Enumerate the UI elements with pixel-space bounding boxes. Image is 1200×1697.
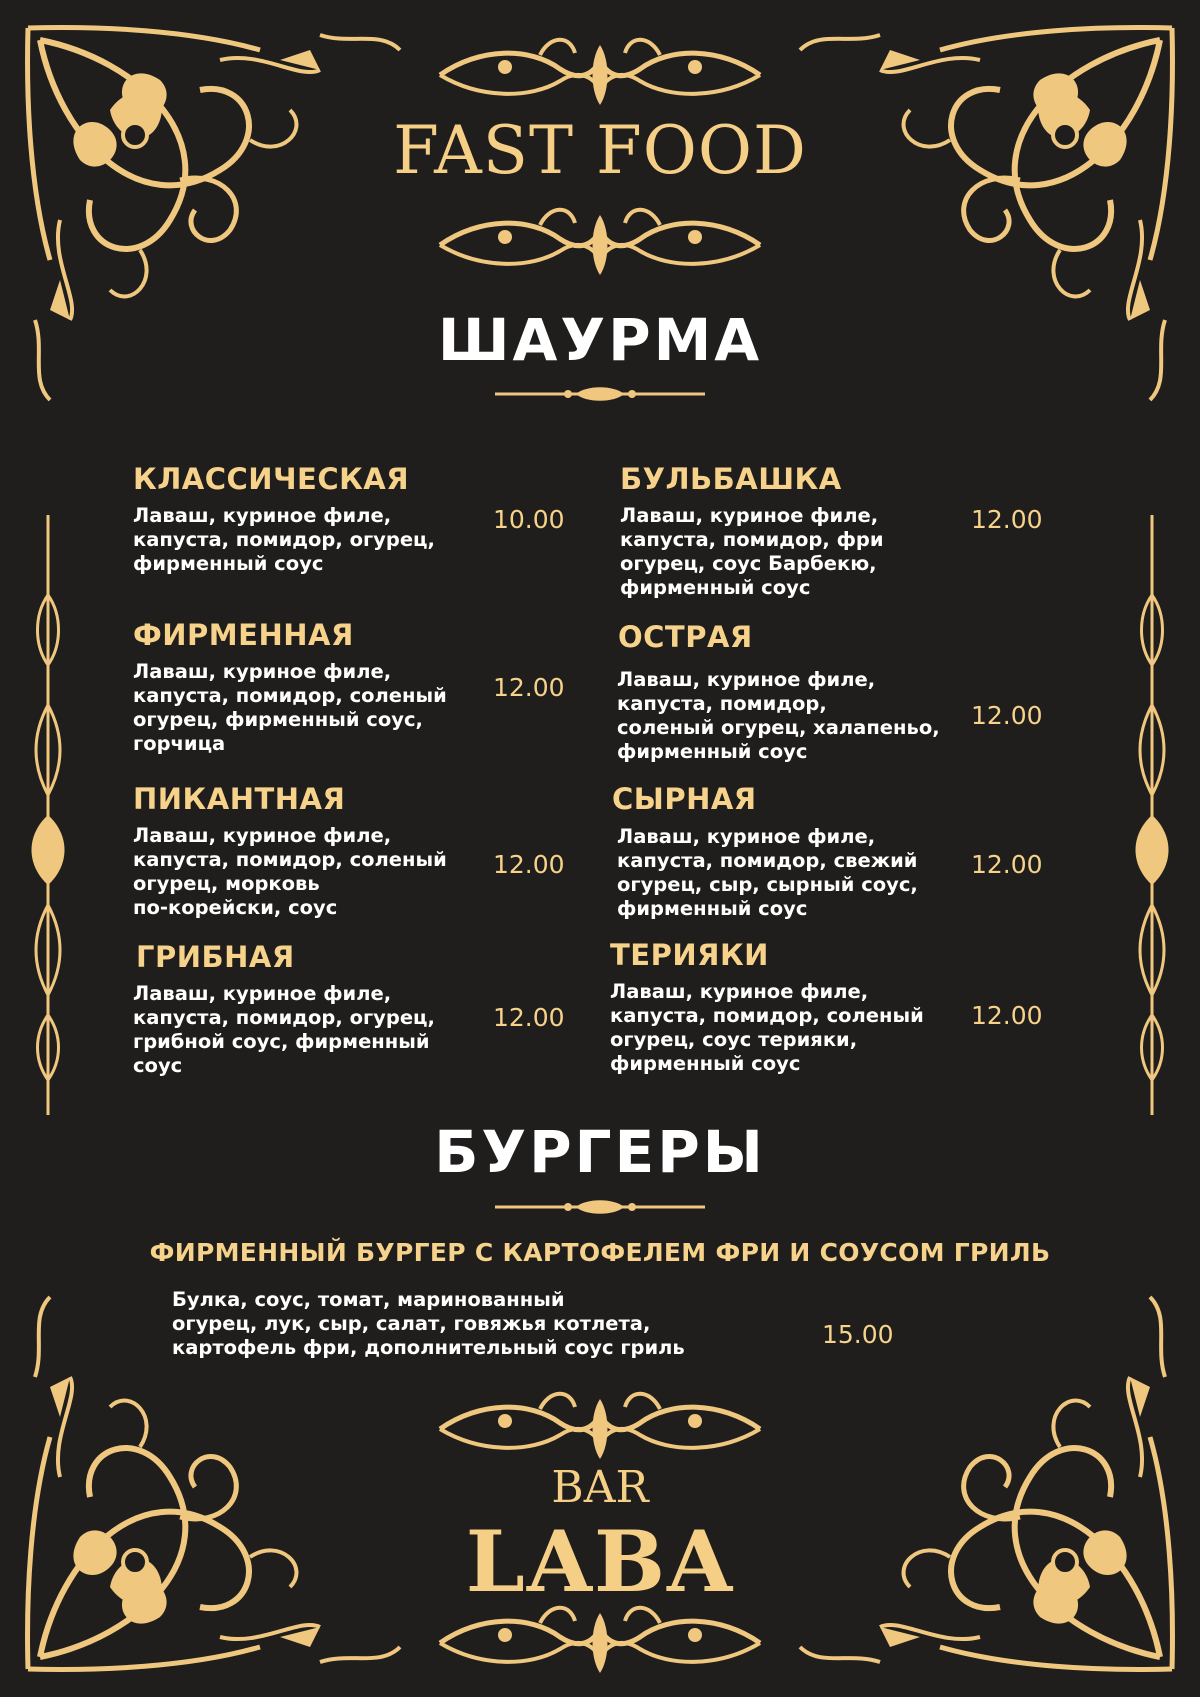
- item-desc-bulbashka: Лаваш, куриное филе, капуста, помидор, фри огурец, соус Барбекю, фирменный соус: [620, 504, 884, 599]
- item-name-classic: КЛАССИЧЕСКАЯ: [133, 462, 410, 496]
- item-name-burger: ФИРМЕННЫЙ БУРГЕР С КАРТОФЕЛЕМ ФРИ И СОУСОМ ГРИЛЬ: [149, 1238, 1051, 1267]
- item-name-mushroom: ГРИБНАЯ: [136, 940, 295, 974]
- title-flourish: [420, 210, 780, 280]
- item-desc-mushroom: Лаваш, куриное филе, капуста, помидор, огурец, грибной соус, фирменный соус: [133, 982, 435, 1077]
- section-title-burgers: БУРГЕРЫ: [434, 1118, 766, 1186]
- item-price-cheese: 12.00: [971, 850, 1043, 879]
- item-desc-burger: Булка, соус, томат, маринованный огурец, лук, сыр, салат, говяжья котлета, картофель фри, дополнительный соус гриль: [172, 1288, 685, 1359]
- item-desc-spicy: Лаваш, куриное филе, капуста, помидор, соленый огурец, халапеньо, фирменный соус: [617, 668, 940, 763]
- item-desc-teriyaki: Лаваш, куриное филе, капуста, помидор, соленый огурец, соус терияки, фирменный соус: [610, 980, 924, 1075]
- section-divider-shawarma: [490, 382, 710, 406]
- item-price-classic: 10.00: [493, 505, 565, 534]
- item-desc-cheese: Лаваш, куриное филе, капуста, помидор, свежий огурец, сыр, сырный соус, фирменный соус: [617, 825, 918, 920]
- item-desc-piquant: Лаваш, куриное филе, капуста, помидор, соленый огурец, морковь по-корейски, соус: [133, 824, 447, 919]
- item-price-teriyaki: 12.00: [971, 1001, 1043, 1030]
- item-name-spicy: ОСТРАЯ: [618, 620, 753, 654]
- footer-bar-label: BAR: [551, 1462, 649, 1513]
- footer-flourish-bottom: [430, 1610, 770, 1676]
- item-price-signature: 12.00: [493, 673, 565, 702]
- section-title-shawarma: ШАУРМА: [437, 306, 763, 374]
- item-name-piquant: ПИКАНТНАЯ: [133, 782, 346, 816]
- item-desc-signature: Лаваш, куриное филе, капуста, помидор, соленый огурец, фирменный соус, горчица: [133, 660, 447, 755]
- item-name-cheese: СЫРНАЯ: [612, 782, 757, 816]
- item-name-teriyaki: ТЕРИЯКИ: [610, 938, 769, 972]
- item-price-burger: 15.00: [822, 1320, 894, 1349]
- item-name-signature: ФИРМЕННАЯ: [133, 618, 354, 652]
- item-price-spicy: 12.00: [971, 701, 1043, 730]
- side-ornament-left: [36, 515, 60, 1115]
- footer-logo-text: LABA: [465, 1512, 735, 1611]
- item-price-piquant: 12.00: [493, 850, 565, 879]
- item-name-bulbashka: БУЛЬБАШКА: [620, 462, 842, 496]
- item-price-mushroom: 12.00: [493, 1003, 565, 1032]
- footer-flourish-top: [430, 1396, 770, 1462]
- top-flourish: [420, 40, 780, 110]
- side-ornament-right: [1140, 515, 1164, 1115]
- page-title: FAST FOOD: [393, 112, 807, 189]
- section-divider-burgers: [490, 1195, 710, 1219]
- item-desc-classic: Лаваш, куриное филе, капуста, помидор, огурец, фирменный соус: [133, 504, 435, 575]
- item-price-bulbashka: 12.00: [971, 505, 1043, 534]
